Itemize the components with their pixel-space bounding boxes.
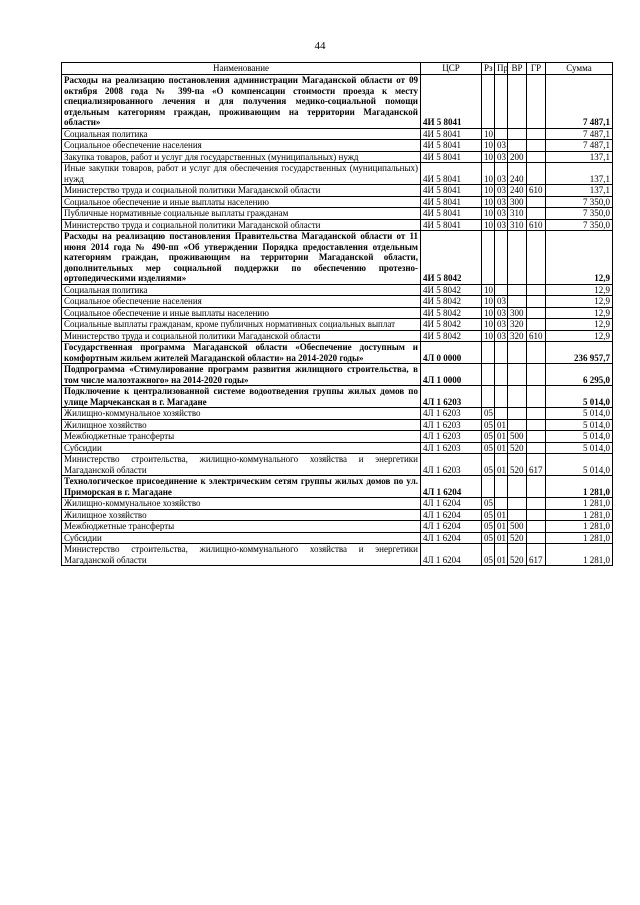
cell-pr <box>495 75 508 129</box>
cell-gr: 610 <box>527 185 546 197</box>
table-row <box>62 419 613 431</box>
cell-rz: 05 <box>482 498 495 510</box>
cell-pr <box>495 408 508 420</box>
cell-csr: 4Л 1 6203 <box>421 431 482 443</box>
cell-vr <box>508 509 527 521</box>
cell-csr: 4Л 1 6204 <box>421 544 482 566</box>
cell-rz <box>482 342 495 364</box>
cell-pr: 03 <box>495 307 508 319</box>
cell-rz: 10 <box>482 128 495 140</box>
cell-rz <box>482 231 495 285</box>
cell-sum: 7 487,1 <box>546 140 613 152</box>
cell-rz: 10 <box>482 330 495 342</box>
cell-rz: 10 <box>482 319 495 331</box>
cell-pr <box>495 342 508 364</box>
table-row <box>62 196 613 208</box>
cell-gr <box>527 408 546 420</box>
cell-name: Межбюджетные трансферты <box>62 521 421 533</box>
cell-pr <box>495 284 508 296</box>
cell-rz <box>482 364 495 386</box>
cell-sum: 1 281,0 <box>546 476 613 498</box>
cell-name: Подпрограмма «Стимулирование программ развития жилищного строительства, в том числе малоэтажного» на 2014-2020 годы» <box>62 364 421 386</box>
cell-gr <box>527 442 546 454</box>
cell-csr: 4И 5 8041 <box>421 196 482 208</box>
cell-name: Публичные нормативные социальные выплаты гражданам <box>62 208 421 220</box>
cell-pr <box>495 386 508 408</box>
table-row <box>62 231 613 285</box>
cell-sum: 7 350,0 <box>546 208 613 220</box>
cell-pr: 01 <box>495 532 508 544</box>
cell-gr: 617 <box>527 454 546 476</box>
table-row <box>62 342 613 364</box>
cell-vr: 300 <box>508 307 527 319</box>
cell-name: Жилищно-коммунальное хозяйство <box>62 408 421 420</box>
cell-name: Министерство труда и социальной политики Магаданской области <box>62 185 421 197</box>
cell-vr <box>508 296 527 308</box>
cell-gr <box>527 231 546 285</box>
table-row <box>62 454 613 476</box>
cell-csr: 4Л 1 6203 <box>421 408 482 420</box>
table-row <box>62 163 613 185</box>
cell-vr: 310 <box>508 208 527 220</box>
cell-csr: 4И 5 8042 <box>421 231 482 285</box>
cell-rz: 05 <box>482 442 495 454</box>
cell-gr <box>527 140 546 152</box>
cell-gr <box>527 419 546 431</box>
cell-pr: 03 <box>495 163 508 185</box>
table-header-row <box>62 63 613 75</box>
cell-pr: 01 <box>495 454 508 476</box>
cell-vr: 200 <box>508 151 527 163</box>
cell-gr <box>527 521 546 533</box>
cell-vr <box>508 476 527 498</box>
cell-name: Государственная программа Магаданской области «Обеспечение доступным и комфортным жильем жителей Магаданской области» на 2014-2020 годы» <box>62 342 421 364</box>
table-row <box>62 219 613 231</box>
cell-sum: 137,1 <box>546 163 613 185</box>
header-vr: ВР <box>508 63 527 75</box>
cell-gr <box>527 342 546 364</box>
cell-sum: 5 014,0 <box>546 386 613 408</box>
cell-name: Закупка товаров, работ и услуг для государственных (муниципальных) нужд <box>62 151 421 163</box>
cell-gr: 617 <box>527 544 546 566</box>
cell-name: Социальные выплаты гражданам, кроме публичных нормативных социальных выплат <box>62 319 421 331</box>
cell-csr: 4И 5 8041 <box>421 75 482 129</box>
cell-sum: 5 014,0 <box>546 442 613 454</box>
cell-csr: 4И 5 8041 <box>421 185 482 197</box>
header-rz: Рз <box>482 63 495 75</box>
cell-sum: 12,9 <box>546 284 613 296</box>
cell-vr: 520 <box>508 544 527 566</box>
cell-sum: 5 014,0 <box>546 454 613 476</box>
cell-name: Иные закупки товаров, работ и услуг для обеспечения государственных (муниципальных) нужд <box>62 163 421 185</box>
table-row <box>62 476 613 498</box>
cell-name: Подключение к централизованной системе водоотведения группы жилых домов по улице Марчеканская в г. Магадане <box>62 386 421 408</box>
cell-gr <box>527 208 546 220</box>
cell-csr: 4Л 1 6204 <box>421 532 482 544</box>
table-row <box>62 151 613 163</box>
cell-vr: 500 <box>508 431 527 443</box>
cell-gr <box>527 284 546 296</box>
cell-rz <box>482 75 495 129</box>
cell-rz: 05 <box>482 509 495 521</box>
cell-name: Жилищно-коммунальное хозяйство <box>62 498 421 510</box>
cell-csr: 4И 5 8042 <box>421 319 482 331</box>
table-row <box>62 208 613 220</box>
cell-name: Министерство труда и социальной политики Магаданской области <box>62 330 421 342</box>
cell-name: Расходы на реализацию постановления Правительства Магаданской области от 11 июня 2014 года № 490-пп «Об утверждении Порядка предоставления отдельным категориям граждан, проживающим на территории Магаданской области, дополнительных мер социальной поддержки по обеспечению протезно-ортопедическими изделиями» <box>62 231 421 285</box>
cell-vr <box>508 231 527 285</box>
table-row <box>62 364 613 386</box>
cell-pr: 03 <box>495 296 508 308</box>
table-row <box>62 532 613 544</box>
cell-sum: 1 281,0 <box>546 498 613 510</box>
cell-csr: 4Л 1 6204 <box>421 498 482 510</box>
table-body <box>62 75 613 566</box>
cell-sum: 7 350,0 <box>546 219 613 231</box>
cell-rz: 10 <box>482 296 495 308</box>
budget-table <box>61 62 613 566</box>
cell-rz: 05 <box>482 454 495 476</box>
cell-vr <box>508 140 527 152</box>
cell-pr: 03 <box>495 219 508 231</box>
cell-name: Расходы на реализацию постановления администрации Магаданской области от 09 октября 2008 года № 399-па «О компенсации стоимости проезда к месту специализированного лечения и для получения медико-социальной помощи отдельным категориям граждан, проживающим на территории Магаданской области» <box>62 75 421 129</box>
cell-name: Субсидии <box>62 532 421 544</box>
cell-name: Субсидии <box>62 442 421 454</box>
table-row <box>62 498 613 510</box>
table-row <box>62 330 613 342</box>
cell-sum: 5 014,0 <box>546 419 613 431</box>
cell-name: Социальная политика <box>62 128 421 140</box>
cell-pr: 01 <box>495 431 508 443</box>
table-row <box>62 544 613 566</box>
cell-name: Социальное обеспечение и иные выплаты населению <box>62 196 421 208</box>
cell-gr <box>527 386 546 408</box>
cell-csr: 4И 5 8041 <box>421 219 482 231</box>
cell-csr: 4И 5 8041 <box>421 128 482 140</box>
cell-csr: 4И 5 8042 <box>421 330 482 342</box>
cell-sum: 5 014,0 <box>546 408 613 420</box>
header-pr: Пр <box>495 63 508 75</box>
cell-sum: 5 014,0 <box>546 431 613 443</box>
cell-csr: 4И 5 8041 <box>421 163 482 185</box>
cell-name: Межбюджетные трансферты <box>62 431 421 443</box>
cell-csr: 4И 5 8041 <box>421 140 482 152</box>
header-name: Наименование <box>62 63 421 75</box>
table-row <box>62 296 613 308</box>
cell-rz: 10 <box>482 185 495 197</box>
cell-csr: 4Л 0 0000 <box>421 342 482 364</box>
cell-vr <box>508 498 527 510</box>
cell-rz: 10 <box>482 140 495 152</box>
cell-gr <box>527 75 546 129</box>
cell-gr <box>527 128 546 140</box>
cell-rz: 05 <box>482 419 495 431</box>
cell-csr: 4Л 1 6203 <box>421 386 482 408</box>
cell-vr: 520 <box>508 532 527 544</box>
cell-gr <box>527 319 546 331</box>
cell-pr: 03 <box>495 140 508 152</box>
cell-vr <box>508 128 527 140</box>
cell-name: Министерство строительства, жилищно-коммунального хозяйства и энергетики Магаданской области <box>62 544 421 566</box>
cell-name: Жилищное хозяйство <box>62 419 421 431</box>
cell-name: Жилищное хозяйство <box>62 509 421 521</box>
cell-gr <box>527 364 546 386</box>
cell-pr <box>495 498 508 510</box>
table-row <box>62 386 613 408</box>
cell-vr <box>508 284 527 296</box>
cell-csr: 4Л 1 0000 <box>421 364 482 386</box>
cell-sum: 7 487,1 <box>546 128 613 140</box>
cell-sum: 236 957,7 <box>546 342 613 364</box>
cell-gr <box>527 532 546 544</box>
cell-vr: 240 <box>508 185 527 197</box>
cell-vr <box>508 75 527 129</box>
cell-rz: 10 <box>482 163 495 185</box>
cell-sum: 137,1 <box>546 185 613 197</box>
cell-vr: 320 <box>508 319 527 331</box>
cell-csr: 4Л 1 6203 <box>421 454 482 476</box>
cell-csr: 4И 5 8042 <box>421 284 482 296</box>
cell-gr: 610 <box>527 219 546 231</box>
table-row <box>62 128 613 140</box>
cell-rz: 10 <box>482 151 495 163</box>
cell-rz: 05 <box>482 408 495 420</box>
cell-rz: 05 <box>482 431 495 443</box>
cell-pr <box>495 231 508 285</box>
cell-rz: 10 <box>482 196 495 208</box>
cell-gr <box>527 296 546 308</box>
cell-vr <box>508 364 527 386</box>
cell-sum: 12,9 <box>546 296 613 308</box>
cell-pr: 01 <box>495 509 508 521</box>
cell-rz: 10 <box>482 284 495 296</box>
header-csr: ЦСР <box>421 63 482 75</box>
cell-pr <box>495 476 508 498</box>
cell-gr <box>527 307 546 319</box>
table-row <box>62 408 613 420</box>
cell-rz <box>482 386 495 408</box>
table-row <box>62 75 613 129</box>
cell-sum: 1 281,0 <box>546 521 613 533</box>
cell-sum: 6 295,0 <box>546 364 613 386</box>
page-number: 44 <box>314 40 326 52</box>
cell-rz: 10 <box>482 208 495 220</box>
cell-vr: 240 <box>508 163 527 185</box>
cell-pr: 03 <box>495 185 508 197</box>
cell-name: Социальное обеспечение населения <box>62 296 421 308</box>
cell-vr <box>508 386 527 408</box>
cell-rz: 10 <box>482 219 495 231</box>
cell-csr: 4Л 1 6203 <box>421 419 482 431</box>
cell-vr <box>508 419 527 431</box>
table-row <box>62 185 613 197</box>
cell-name: Технологическое присоединение к электрическим сетям группы жилых домов по ул. Приморская в г. Магадане <box>62 476 421 498</box>
cell-gr <box>527 476 546 498</box>
cell-gr <box>527 163 546 185</box>
cell-gr: 610 <box>527 330 546 342</box>
cell-pr: 03 <box>495 151 508 163</box>
cell-csr: 4И 5 8042 <box>421 307 482 319</box>
cell-pr: 01 <box>495 521 508 533</box>
cell-pr: 03 <box>495 319 508 331</box>
cell-vr <box>508 408 527 420</box>
cell-vr: 310 <box>508 219 527 231</box>
cell-sum: 1 281,0 <box>546 532 613 544</box>
cell-sum: 1 281,0 <box>546 544 613 566</box>
cell-pr: 03 <box>495 330 508 342</box>
header-sum: Сумма <box>546 63 613 75</box>
table-row <box>62 284 613 296</box>
cell-gr <box>527 431 546 443</box>
cell-csr: 4И 5 8041 <box>421 208 482 220</box>
header-gr: ГР <box>527 63 546 75</box>
cell-sum: 1 281,0 <box>546 509 613 521</box>
cell-name: Министерство труда и социальной политики Магаданской области <box>62 219 421 231</box>
cell-name: Социальная политика <box>62 284 421 296</box>
cell-vr: 520 <box>508 442 527 454</box>
cell-vr: 500 <box>508 521 527 533</box>
cell-csr: 4Л 1 6204 <box>421 509 482 521</box>
cell-pr: 01 <box>495 442 508 454</box>
cell-gr <box>527 151 546 163</box>
cell-vr: 320 <box>508 330 527 342</box>
cell-vr: 300 <box>508 196 527 208</box>
cell-sum: 7 487,1 <box>546 75 613 129</box>
table-row <box>62 140 613 152</box>
cell-pr <box>495 128 508 140</box>
cell-sum: 137,1 <box>546 151 613 163</box>
cell-name: Социальное обеспечение и иные выплаты населению <box>62 307 421 319</box>
table-row <box>62 442 613 454</box>
cell-rz <box>482 476 495 498</box>
cell-sum: 12,9 <box>546 231 613 285</box>
cell-gr <box>527 498 546 510</box>
table-row <box>62 521 613 533</box>
cell-rz: 05 <box>482 532 495 544</box>
cell-vr <box>508 342 527 364</box>
cell-name: Социальное обеспечение населения <box>62 140 421 152</box>
cell-sum: 12,9 <box>546 330 613 342</box>
cell-gr <box>527 196 546 208</box>
cell-csr: 4Л 1 6203 <box>421 442 482 454</box>
cell-vr: 520 <box>508 454 527 476</box>
cell-rz: 05 <box>482 544 495 566</box>
cell-csr: 4Л 1 6204 <box>421 521 482 533</box>
cell-pr <box>495 364 508 386</box>
cell-sum: 12,9 <box>546 307 613 319</box>
cell-pr: 01 <box>495 544 508 566</box>
table-row <box>62 319 613 331</box>
cell-pr: 03 <box>495 208 508 220</box>
table-row <box>62 307 613 319</box>
cell-rz: 10 <box>482 307 495 319</box>
cell-name: Министерство строительства, жилищно-коммунального хозяйства и энергетики Магаданской области <box>62 454 421 476</box>
table-row <box>62 431 613 443</box>
cell-pr: 01 <box>495 419 508 431</box>
cell-rz: 05 <box>482 521 495 533</box>
cell-gr <box>527 509 546 521</box>
cell-csr: 4И 5 8042 <box>421 296 482 308</box>
cell-pr: 03 <box>495 196 508 208</box>
cell-sum: 12,9 <box>546 319 613 331</box>
table-row <box>62 509 613 521</box>
cell-csr: 4И 5 8041 <box>421 151 482 163</box>
cell-csr: 4Л 1 6204 <box>421 476 482 498</box>
cell-sum: 7 350,0 <box>546 196 613 208</box>
